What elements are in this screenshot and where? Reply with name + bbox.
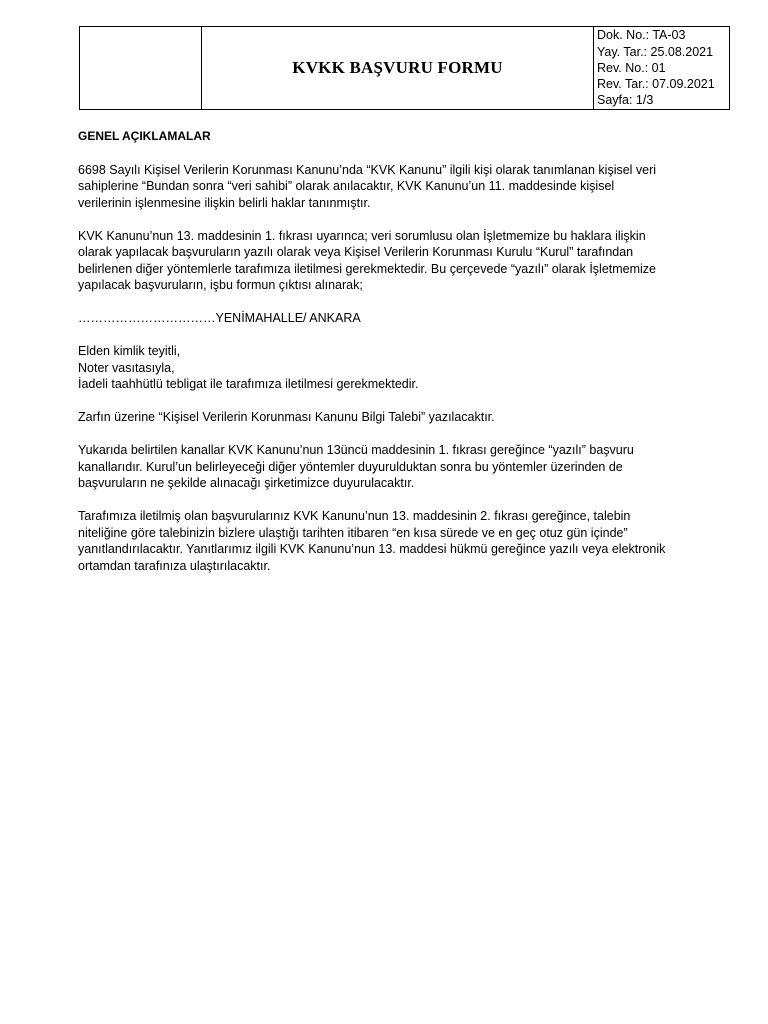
list-item: Noter vasıtasıyla,	[78, 360, 175, 375]
text-line: Tarafımıza iletilmiş olan başvurularınız KVK Kanunu’nun 13. maddesinin 2. fıkrası gereğince, talebin	[78, 509, 631, 523]
list-item: Elden kimlik teyitli,	[78, 344, 181, 358]
paragraph-rights	[78, 162, 698, 212]
paragraph-channels	[78, 442, 698, 492]
text-line: belirlenen diğer yöntemlerle tarafımıza iletilmesi gerekmektedir. Bu çerçevede “yazılı” olarak İşletmemize	[78, 261, 657, 276]
text-line: kanallarıdır. Kurul’un belirleyeceği diğer yöntemler duyurulduktan sonra bu yöntemler üzerinden de	[78, 459, 623, 474]
text-line: ortamdan tarafınıza ulaştırılacaktır.	[78, 558, 271, 573]
paragraph-address	[78, 310, 698, 327]
text-line: Yukarıda belirtilen kanallar KVK Kanunu’nun 13üncü maddesinin 1. fıkrası gereğince “yazılı” başvuru	[78, 443, 634, 457]
text-line: yanıtlandırılacaktır. Yanıtlarımız ilgili KVK Kanunu’nun 13. maddesi hükmü gereğince yazılı veya elektronik	[78, 542, 666, 556]
text-line: 6698 Sayılı Kişisel Verilerin Korunması Kanunu’nda “KVK Kanunu” ilgili kişi olarak tanımlanan kişisel veri	[78, 162, 657, 177]
text-line: olarak yapılacak başvuruların yazılı olarak veya Kişisel Verilerin Korunması Kurulu “Kurul” tarafından	[78, 245, 634, 259]
text-line: verilerinin işlenmesine ilişkin belirli haklar tanınmıştır.	[78, 195, 371, 210]
page-number: Sayfa: 1/3	[597, 93, 654, 108]
paragraph-application	[78, 228, 698, 294]
document-header-table	[79, 26, 730, 110]
text-line: sahiplerine “Bundan sonra “veri sahibi” olarak anılacaktır, KVK Kanunu’un 11. maddesinde kişisel	[78, 179, 615, 193]
document-number: Dok. No.: TA-03	[597, 28, 686, 43]
form-title: KVKK BAŞVURU FORMU	[202, 27, 594, 110]
revision-date: Rev. Tar.: 07.09.2021	[597, 77, 715, 92]
paragraph-delivery-methods	[78, 343, 698, 393]
publish-date: Yay. Tar.: 25.08.2021	[597, 44, 714, 59]
document-meta-cell	[594, 27, 730, 110]
paragraph-response	[78, 508, 698, 574]
text-line: yapılacak başvuruların, işbu formun çıktısı alınarak;	[78, 278, 363, 292]
text-line: KVK Kanunu’nun 13. maddesinin 1. fıkrası uyarınca; veri sorumlusu olan İşletmemize bu haklara ilişkin	[78, 228, 646, 243]
address-line: ……………………………YENİMAHALLE/ ANKARA	[78, 311, 361, 325]
paragraph-envelope	[78, 409, 698, 426]
text-line: başvuruların ne şekilde alınacağı şirketimizce duyurulacaktır.	[78, 476, 415, 490]
logo-cell	[80, 27, 202, 110]
text-line: niteliğine göre talebinizin bizlere ulaştığı tarihten itibaren “en kısa sürede ve en geç otuz gün içinde”	[78, 525, 628, 540]
text-line: Zarfın üzerine “Kişisel Verilerin Korunması Kanunu Bilgi Talebi” yazılacaktır.	[78, 410, 495, 424]
document-body	[78, 128, 698, 591]
list-item: İadeli taahhütlü tebligat ile tarafımıza iletilmesi gerekmektedir.	[78, 377, 419, 391]
section-heading: GENEL AÇIKLAMALAR	[78, 129, 211, 143]
revision-number: Rev. No.: 01	[597, 60, 666, 75]
